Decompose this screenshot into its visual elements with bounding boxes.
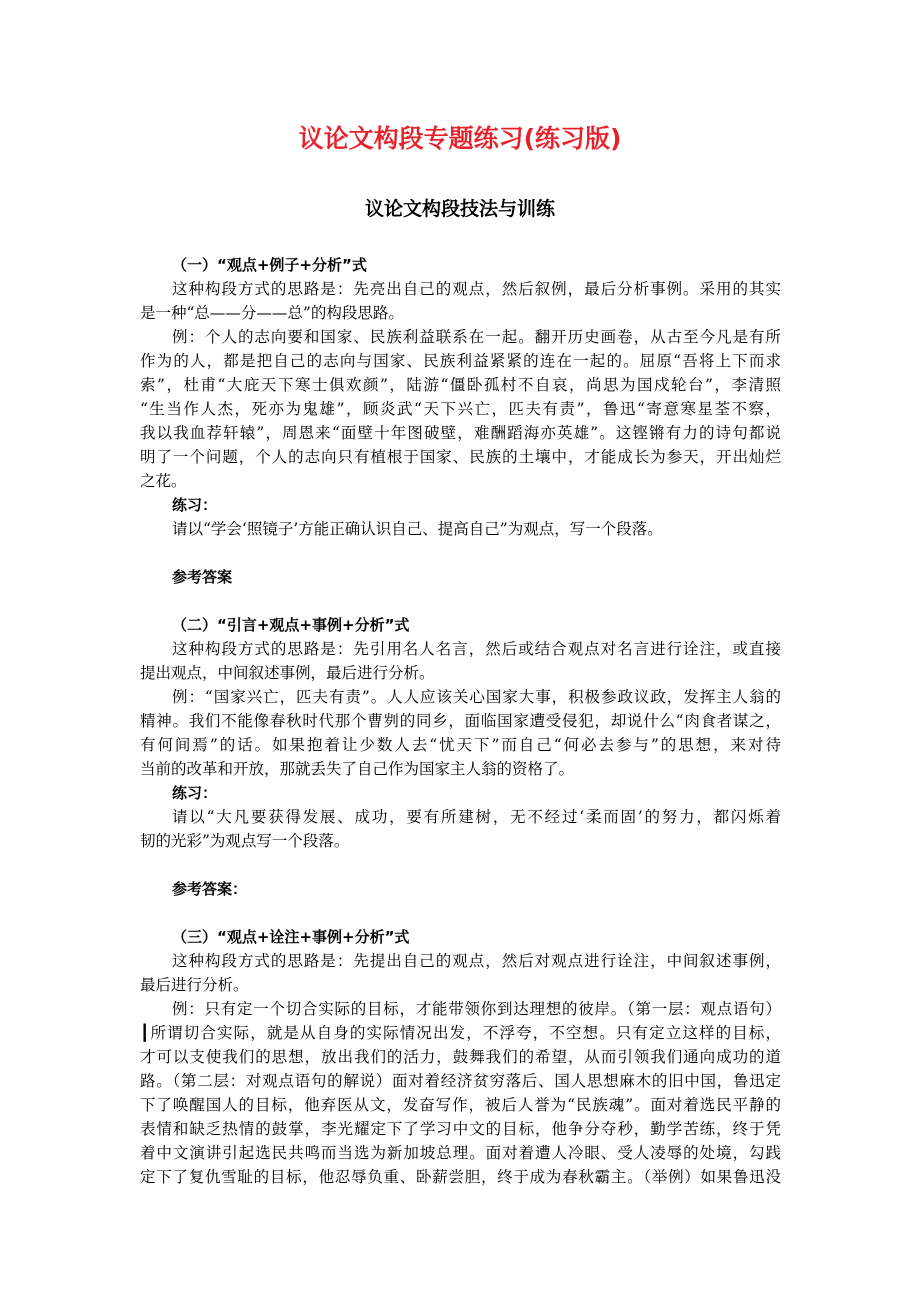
text-line: 索”，杜甫“大庇天下寒士俱欢颜”，陆游“僵卧孤村不自哀，尚思为国戍轮台”，李清照	[140, 376, 781, 394]
section-heading: （二）“引言+观点+事例+分析”式	[172, 616, 410, 634]
text-line: 最后进行分析。	[140, 976, 249, 994]
text-line: 例：只有定一个切合实际的目标，才能带领你到达理想的彼岸。（第一层：观点语句）	[172, 1000, 781, 1018]
text-line: “生当作人杰，死亦为鬼雄”，顾炎武“天下兴亡，匹夫有责”，鲁迅“寄意寒星荃不察，	[140, 400, 781, 418]
text-line: 作为的人，都是把自己的志向与国家、民族利益紧紧的连在一起的。屈原“吾将上下而求	[140, 352, 781, 370]
text-line: 路。（第二层：对观点语句的解说）面对着经济贫穷落后、国人思想麻木的旧中国，鲁迅定	[140, 1072, 781, 1090]
text-line: 请以“大凡要获得发展、成功，要有所建树，无不经过‘柔而固’的努力，都闪烁着	[172, 808, 781, 826]
text-line: 才可以支使我们的思想，放出我们的活力，鼓舞我们的希望，从而引领我们通向成功的道	[140, 1048, 781, 1066]
text-line: 例：“国家兴亡，匹夫有责”。人人应该关心国家大事，积极参政议政，发挥主人翁的	[172, 688, 781, 706]
text-line: 请以“学会‘照镜子’方能正确认识自己、提高自己”为观点，写一个段落。	[172, 520, 663, 538]
text-line: 这种构段方式的思路是：先引用名人名言，然后或结合观点对名言进行诠注，或直接	[172, 640, 781, 658]
practice-label: 练习：	[172, 784, 218, 802]
text-line: 定下了复仇雪耻的目标，他忍辱负重、卧薪尝胆，终于成为春秋霸主。（举例）如果鲁迅没	[140, 1168, 781, 1186]
text-line: 我以我血荐轩辕”，周恩来“面壁十年图破壁，难酬蹈海亦英雄”。这铿锵有力的诗句都说	[140, 424, 781, 442]
document-subtitle: 议论文构段技法与训练	[364, 198, 555, 220]
answer-label: 参考答案	[172, 568, 233, 586]
section-heading: （一）“观点+例子+分析”式	[172, 256, 367, 274]
text-line: 韧的光彩”为观点写一个段落。	[140, 832, 350, 850]
text-line: ┃所谓切合实际，就是从自身的实际情况出发，不浮夸，不空想。只有定立这样的目标，	[140, 1024, 781, 1042]
answer-label: 参考答案：	[172, 880, 248, 898]
text-line: 这种构段方式的思路是：先亮出自己的观点，然后叙例，最后分析事例。采用的其实	[172, 280, 781, 298]
document-title: 议论文构段专题练习(练习版)	[298, 124, 622, 153]
text-line: 当前的改革和开放，那就丢失了自己作为国家主人翁的资格了。	[140, 760, 575, 778]
text-line: 精神。我们不能像春秋时代那个曹刿的同乡，面临国家遭受侵犯，却说什么“肉食者谋之，	[140, 712, 781, 730]
text-line: 有何间焉”的话。如果抱着让少数人去“忧天下”而自己“何必去参与”的思想，来对待	[140, 736, 781, 754]
text-line: 这种构段方式的思路是：先提出自己的观点，然后对观点进行诠注，中间叙述事例，	[172, 952, 781, 970]
text-line: 之花。	[140, 472, 187, 490]
document-body	[140, 253, 781, 1189]
text-line: 明了一个问题，个人的志向只有植根于国家、民族的土壤中，才能成长为参天，开出灿烂	[140, 448, 781, 466]
text-line: 例：个人的志向要和国家、民族利益联系在一起。翻开历史画卷，从古至今凡是有所	[172, 328, 781, 346]
text-line: 提出观点，中间叙述事例，最后进行分析。	[140, 664, 435, 682]
practice-label: 练习：	[172, 496, 218, 514]
text-line: 是一种“总——分——总”的构段思路。	[140, 304, 404, 322]
text-line: 着中文演讲引起选民共鸣而当选为新加坡总理。面对着遭人冷眼、受人凌辱的处境，勾践	[140, 1144, 781, 1162]
text-line: 下了唤醒国人的目标，他弃医从文，发奋写作，被后人誉为“民族魂”。面对着选民平静的	[140, 1096, 781, 1114]
text-line: 表情和缺乏热情的鼓掌，李光耀定下了学习中文的目标，他争分夺秒，勤学苦练，终于凭	[140, 1120, 781, 1138]
section-heading: （三）“观点+诠注+事例+分析”式	[172, 928, 410, 946]
